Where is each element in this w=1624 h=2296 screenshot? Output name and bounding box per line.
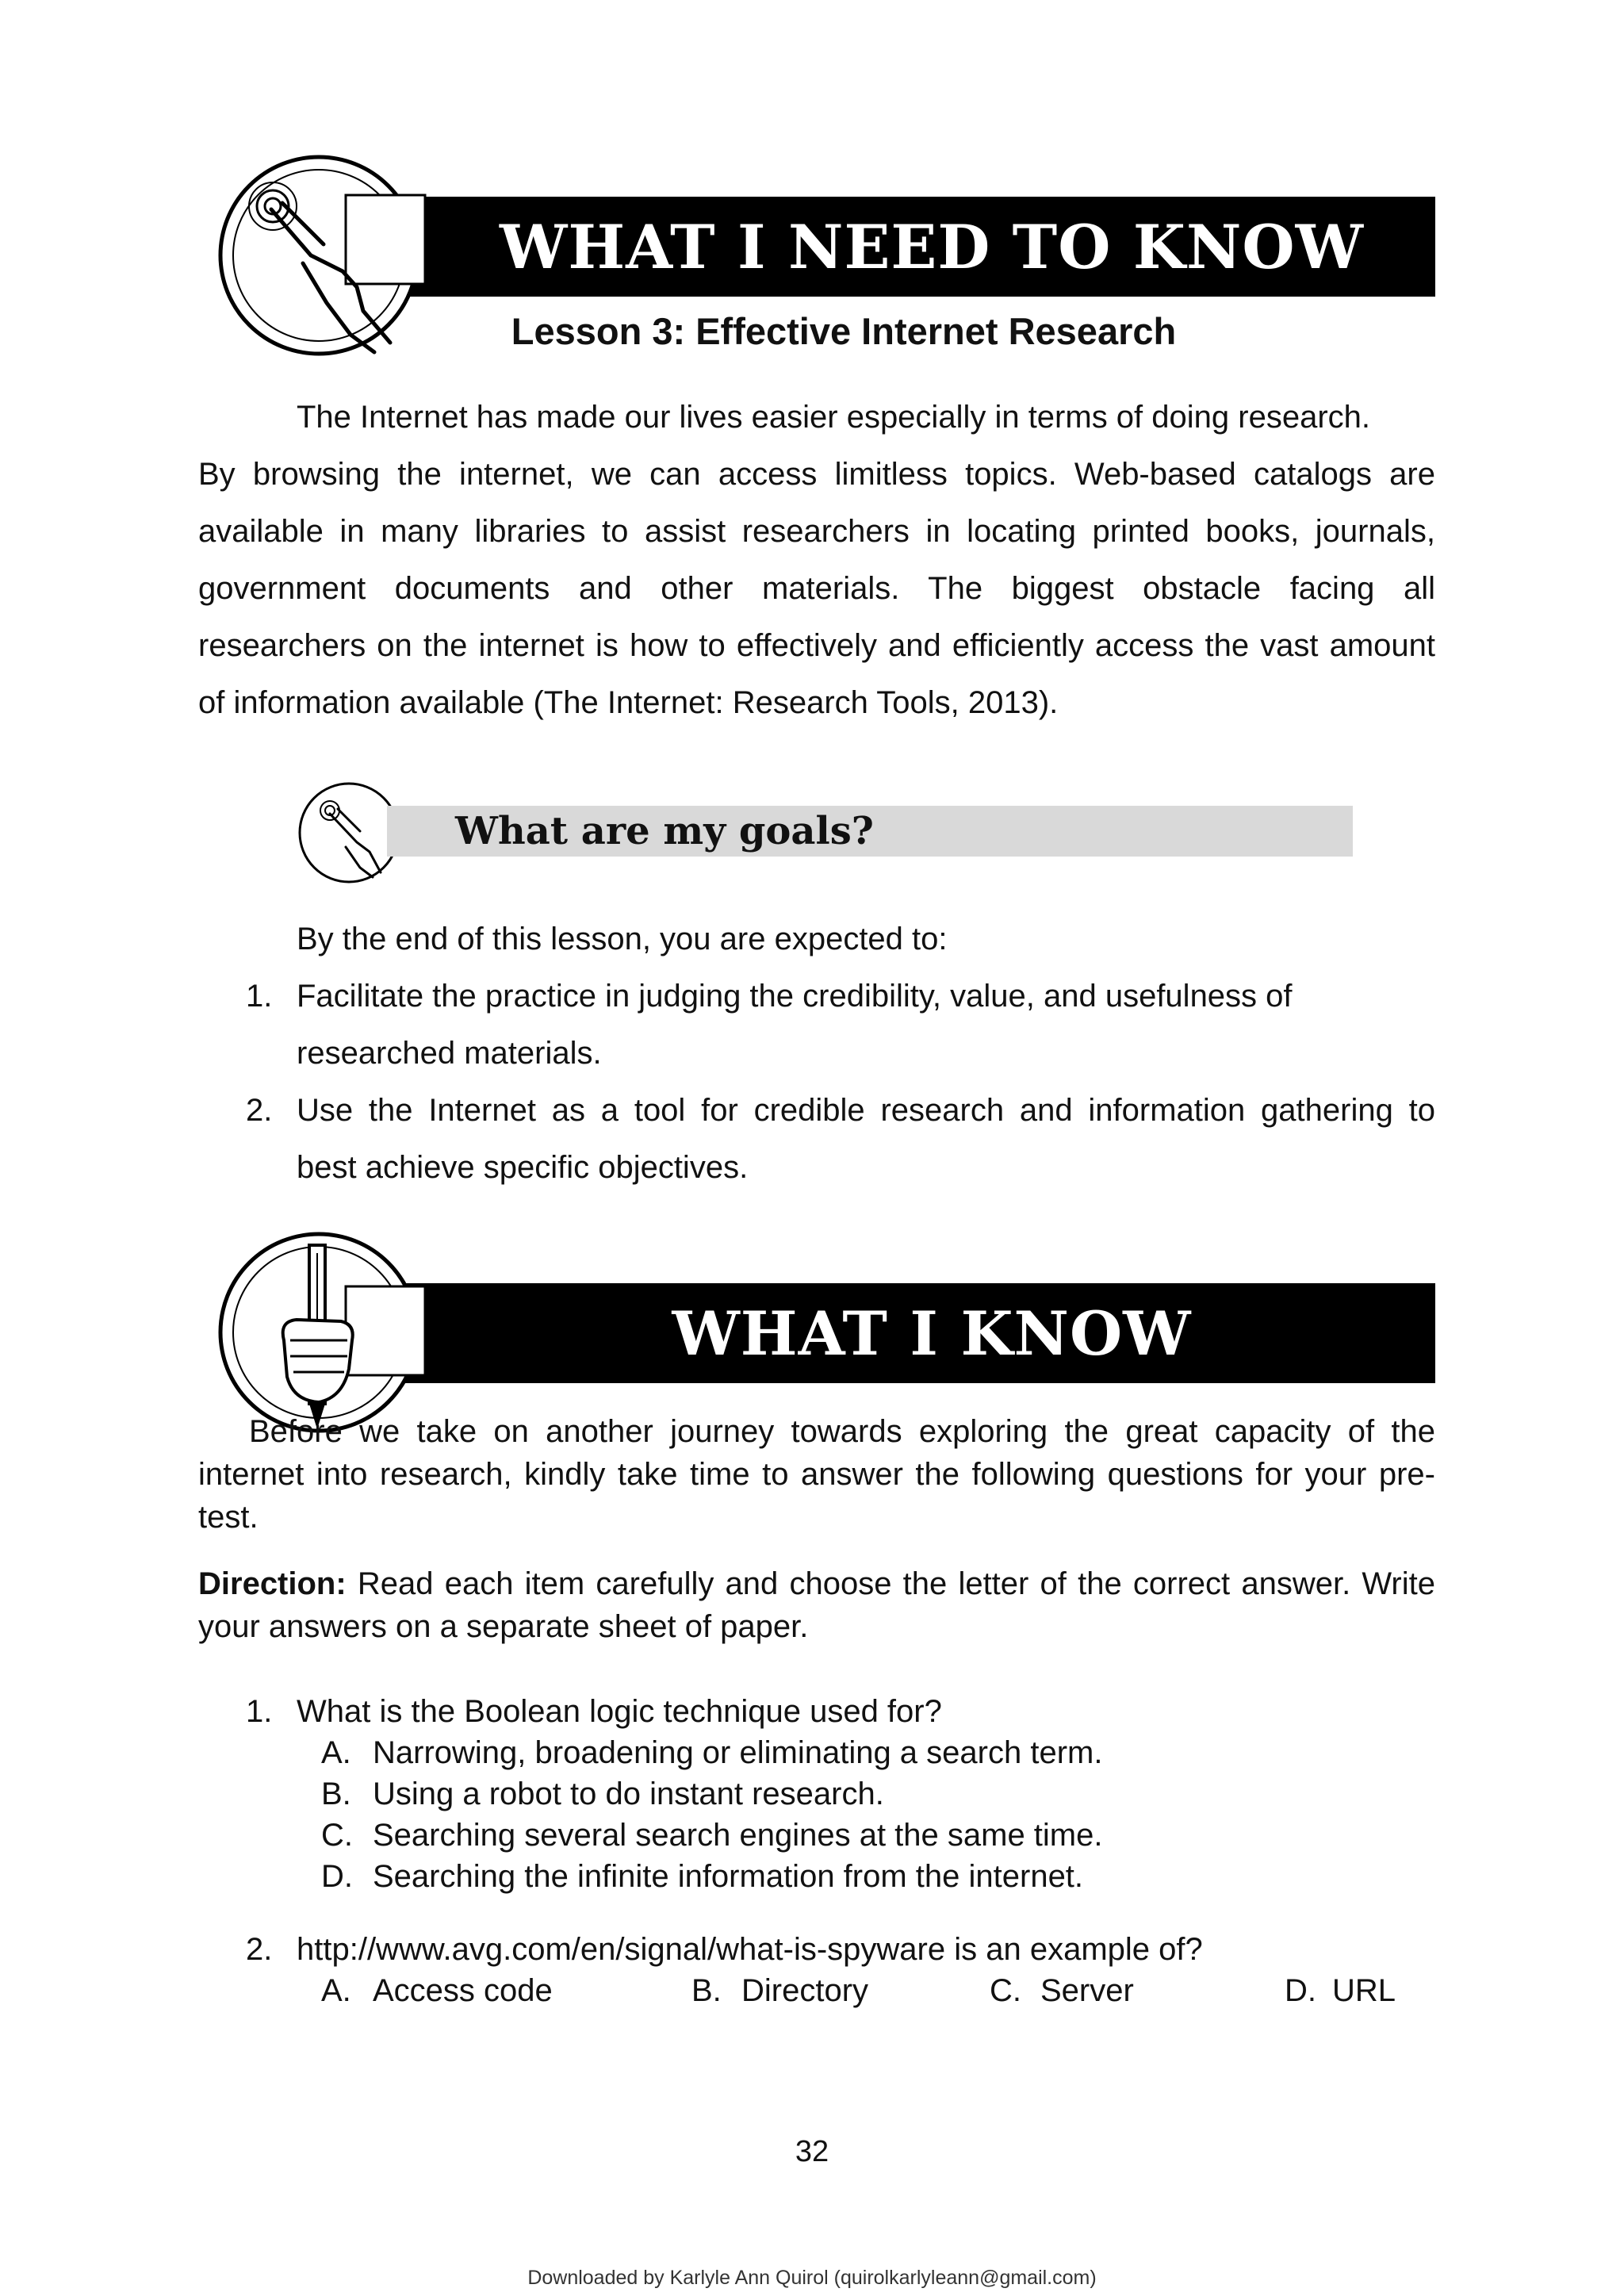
question-number: 1. <box>246 1694 273 1729</box>
intro-line: of information available (The Internet: Research Tools, 2013). <box>198 685 1059 720</box>
intro-line: government documents and other materials. The biggest obstacle facing all <box>198 571 1435 606</box>
goal-item: Facilitate the practice in judging the credibility, value, and usefulness of <box>297 979 1293 1014</box>
option-letter: A. <box>321 1735 351 1770</box>
banner-title: WHAT I NEED TO KNOW <box>500 211 1364 282</box>
download-footer: Downloaded by Karlyle Ann Quirol (quirolkarlyleann@gmail.com) <box>527 2267 1097 2289</box>
direction-text: Read each item carefully and choose the letter of the correct answer. Write <box>346 1566 1435 1601</box>
option-text: Server <box>1040 1973 1134 2008</box>
option-text: URL <box>1332 1973 1396 2008</box>
intro-paragraph <box>198 389 1435 731</box>
goal-number: 2. <box>246 1093 273 1128</box>
goal-item-cont: researched materials. <box>297 1036 602 1071</box>
option-letter: D. <box>1285 1973 1316 2008</box>
lesson-title: Lesson 3: Effective Internet Research <box>511 310 1177 352</box>
goal-item: Use the Internet as a tool for credible research and information gathering to <box>297 1093 1435 1128</box>
tap-finger-icon <box>293 779 412 890</box>
question-number: 2. <box>246 1932 273 1967</box>
question-text: http://www.avg.com/en/signal/what-is-spyware is an example of? <box>297 1932 1203 1967</box>
goals-lead: By the end of this lesson, you are expected to: <box>297 922 948 956</box>
what-i-know-banner <box>396 1283 1435 1383</box>
option-text: Searching the infinite information from the internet. <box>373 1859 1084 1894</box>
goals-title: What are my goals? <box>455 809 874 853</box>
direction-label: Direction: <box>198 1566 347 1601</box>
intro-line: The Internet has made our lives easier especially in terms of doing research. <box>297 400 1371 435</box>
option-letter: B. <box>691 1973 722 2008</box>
option-text: Using a robot to do instant research. <box>373 1777 884 1811</box>
direction-text-cont: your answers on a separate sheet of paper. <box>198 1609 809 1644</box>
option-text: Searching several search engines at the same time. <box>373 1818 1103 1853</box>
question-text: What is the Boolean logic technique used for? <box>297 1694 942 1729</box>
tap-finger-icon <box>208 144 454 390</box>
option-text: Access code <box>373 1973 553 2008</box>
goal-number: 1. <box>246 979 273 1014</box>
goal-item-cont: best achieve specific objectives. <box>297 1150 749 1185</box>
intro-line: Before we take on another journey towards exploring the great capacity of the <box>249 1414 1435 1449</box>
intro-line: researchers on the internet is how to effectively and efficiently access the vast amount <box>198 628 1435 663</box>
option-text: Directory <box>741 1973 869 2008</box>
option-letter: B. <box>321 1777 351 1811</box>
intro-line: internet into research, kindly take time to answer the following questions for your pre- <box>198 1457 1435 1492</box>
option-letter: A. <box>321 1973 351 2008</box>
option-letter: D. <box>321 1859 353 1894</box>
option-text: Narrowing, broadening or eliminating a search term. <box>373 1735 1103 1770</box>
page-number: 32 <box>795 2135 829 2168</box>
direction <box>198 1562 1435 1648</box>
intro-line: test. <box>198 1500 259 1535</box>
intro-line: By browsing the internet, we can access limitless topics. Web-based catalogs are <box>198 457 1435 492</box>
option-letter: C. <box>990 1973 1021 2008</box>
banner-title: WHAT I KNOW <box>672 1297 1192 1369</box>
what-i-need-to-know-banner <box>396 197 1435 297</box>
option-letter: C. <box>321 1818 353 1853</box>
pretest-intro <box>198 1410 1435 1539</box>
intro-line: available in many libraries to assist researchers in locating printed books, journals, <box>198 514 1435 549</box>
